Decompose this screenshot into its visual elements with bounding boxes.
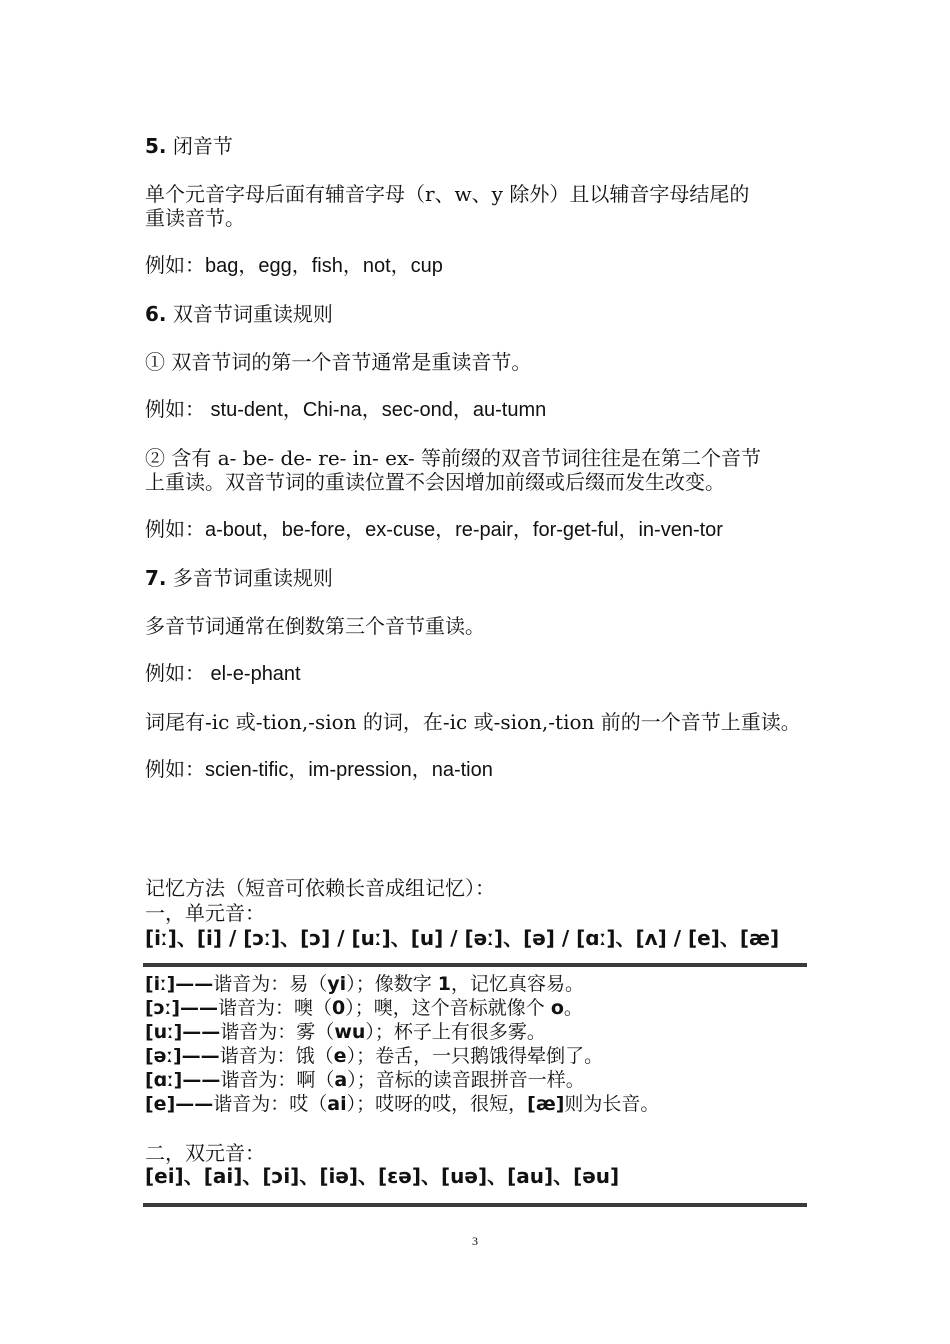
memory-item	[145, 1092, 659, 1116]
section-6-rule2-line2: 上重读。双音节词的重读位置不会因增加前缀或后缀而发生改变。	[145, 470, 725, 494]
memory-key: ai	[327, 1093, 347, 1115]
section-5-desc-line2: 重读音节。	[145, 206, 245, 230]
section-6-rule2-line1: ② 含有 a- be- de- re- in- ex- 等前缀的双音节词往往是在第二个音节	[145, 446, 762, 470]
section-5-heading	[145, 134, 233, 158]
memory-item	[145, 1044, 603, 1068]
section-5-desc-line1: 单个元音字母后面有辅音字母（r、w、y 除外）且以辅音字母结尾的	[145, 182, 750, 206]
section-7-rule1: 多音节词通常在倒数第三个音节重读。	[145, 614, 485, 638]
memory-text: ）；噢，这个音标就像个	[345, 997, 551, 1019]
monophthong-title: 一，单元音：	[145, 901, 265, 925]
phonetic-symbol: [e]——	[145, 1093, 214, 1115]
section-6-rule1: ① 双音节词的第一个音节通常是重读音节。	[145, 350, 532, 374]
page-number: 3	[472, 1234, 478, 1248]
divider	[143, 963, 807, 967]
memory-key: [æ]	[527, 1093, 565, 1115]
memory-text: ）；卷舌，一只鹅饿得晕倒了。	[346, 1045, 604, 1067]
section-6-example2: 例如：a-bout，be-fore，ex-cuse，re-pair，for-get-ful，in-ven-tor	[145, 519, 723, 541]
memory-text: 谐音为：易（	[213, 973, 328, 995]
diphthong-list: [ei]、[ai]、[ɔi]、[iə]、[ɛə]、[uə]、[au]、[əu]	[145, 1164, 620, 1188]
section-title: 双音节词重读规则	[172, 302, 333, 326]
memory-text: ）；像数字	[346, 973, 438, 995]
phonetic-symbol: [iː]——	[145, 973, 214, 995]
section-7-rule2: 词尾有-ic 或-tion,-sion 的词，在-ic 或-sion,-tion 前的一个音节上重读。	[145, 710, 801, 734]
memory-text: ）；哎呀的哎，很短，	[346, 1093, 528, 1115]
memory-key: a	[334, 1069, 348, 1091]
memory-item	[145, 1068, 585, 1092]
memory-key: wu	[334, 1021, 366, 1043]
memory-item	[145, 1020, 546, 1044]
divider	[143, 1203, 807, 1207]
phonetic-symbol: [ɑː]——	[145, 1069, 221, 1091]
memory-item	[145, 972, 584, 996]
memory-text: ，记忆真容易。	[450, 973, 584, 995]
memory-item	[145, 996, 583, 1020]
section-number: 5.	[145, 134, 167, 158]
section-7-heading	[145, 566, 333, 590]
memory-text: ）；杯子上有很多雾。	[365, 1021, 546, 1043]
phonetic-symbol: [uː]——	[145, 1021, 221, 1043]
memory-key: 0	[332, 997, 346, 1019]
phonetic-symbol: [əː]——	[145, 1045, 220, 1067]
memory-text: 谐音为：哎（	[213, 1093, 328, 1115]
memory-text: 则为长音。	[564, 1093, 660, 1115]
memory-heading: 记忆方法（短音可依赖长音成组记忆）：	[145, 876, 495, 900]
section-7-example2: 例如：scien-tific，im-pression，na-tion	[145, 759, 493, 781]
section-title: 闭音节	[172, 134, 233, 158]
phonetic-symbol: [ɔː]——	[145, 997, 219, 1019]
section-7-example1: 例如： el-e-phant	[145, 663, 301, 685]
section-number: 7.	[145, 566, 167, 590]
section-title: 多音节词重读规则	[172, 566, 333, 590]
section-6-heading	[145, 302, 333, 326]
memory-key: yi	[327, 973, 347, 995]
diphthong-title: 二，双元音：	[145, 1141, 265, 1165]
memory-text: 谐音为：噢（	[218, 997, 333, 1019]
memory-key: o	[550, 997, 564, 1019]
memory-text: 。	[563, 997, 583, 1019]
section-5-example: 例如：bag，egg，fish，not，cup	[145, 255, 443, 277]
memory-text: 谐音为：雾（	[220, 1021, 335, 1043]
memory-key: e	[333, 1045, 347, 1067]
monophthong-list: [iː]、[i] / [ɔː]、[ɔ] / [uː]、[u] / [əː]、[ə] / [ɑː]、[ʌ] / [e]、[æ]	[145, 926, 780, 950]
section-number: 6.	[145, 302, 167, 326]
memory-key: 1	[437, 973, 451, 995]
memory-text: 谐音为：啊（	[220, 1069, 335, 1091]
memory-text: ）；音标的读音跟拼音一样。	[347, 1069, 585, 1091]
section-6-example1: 例如： stu-dent，Chi-na，sec-ond，au-tumn	[145, 399, 547, 421]
memory-text: 谐音为：饿（	[219, 1045, 334, 1067]
